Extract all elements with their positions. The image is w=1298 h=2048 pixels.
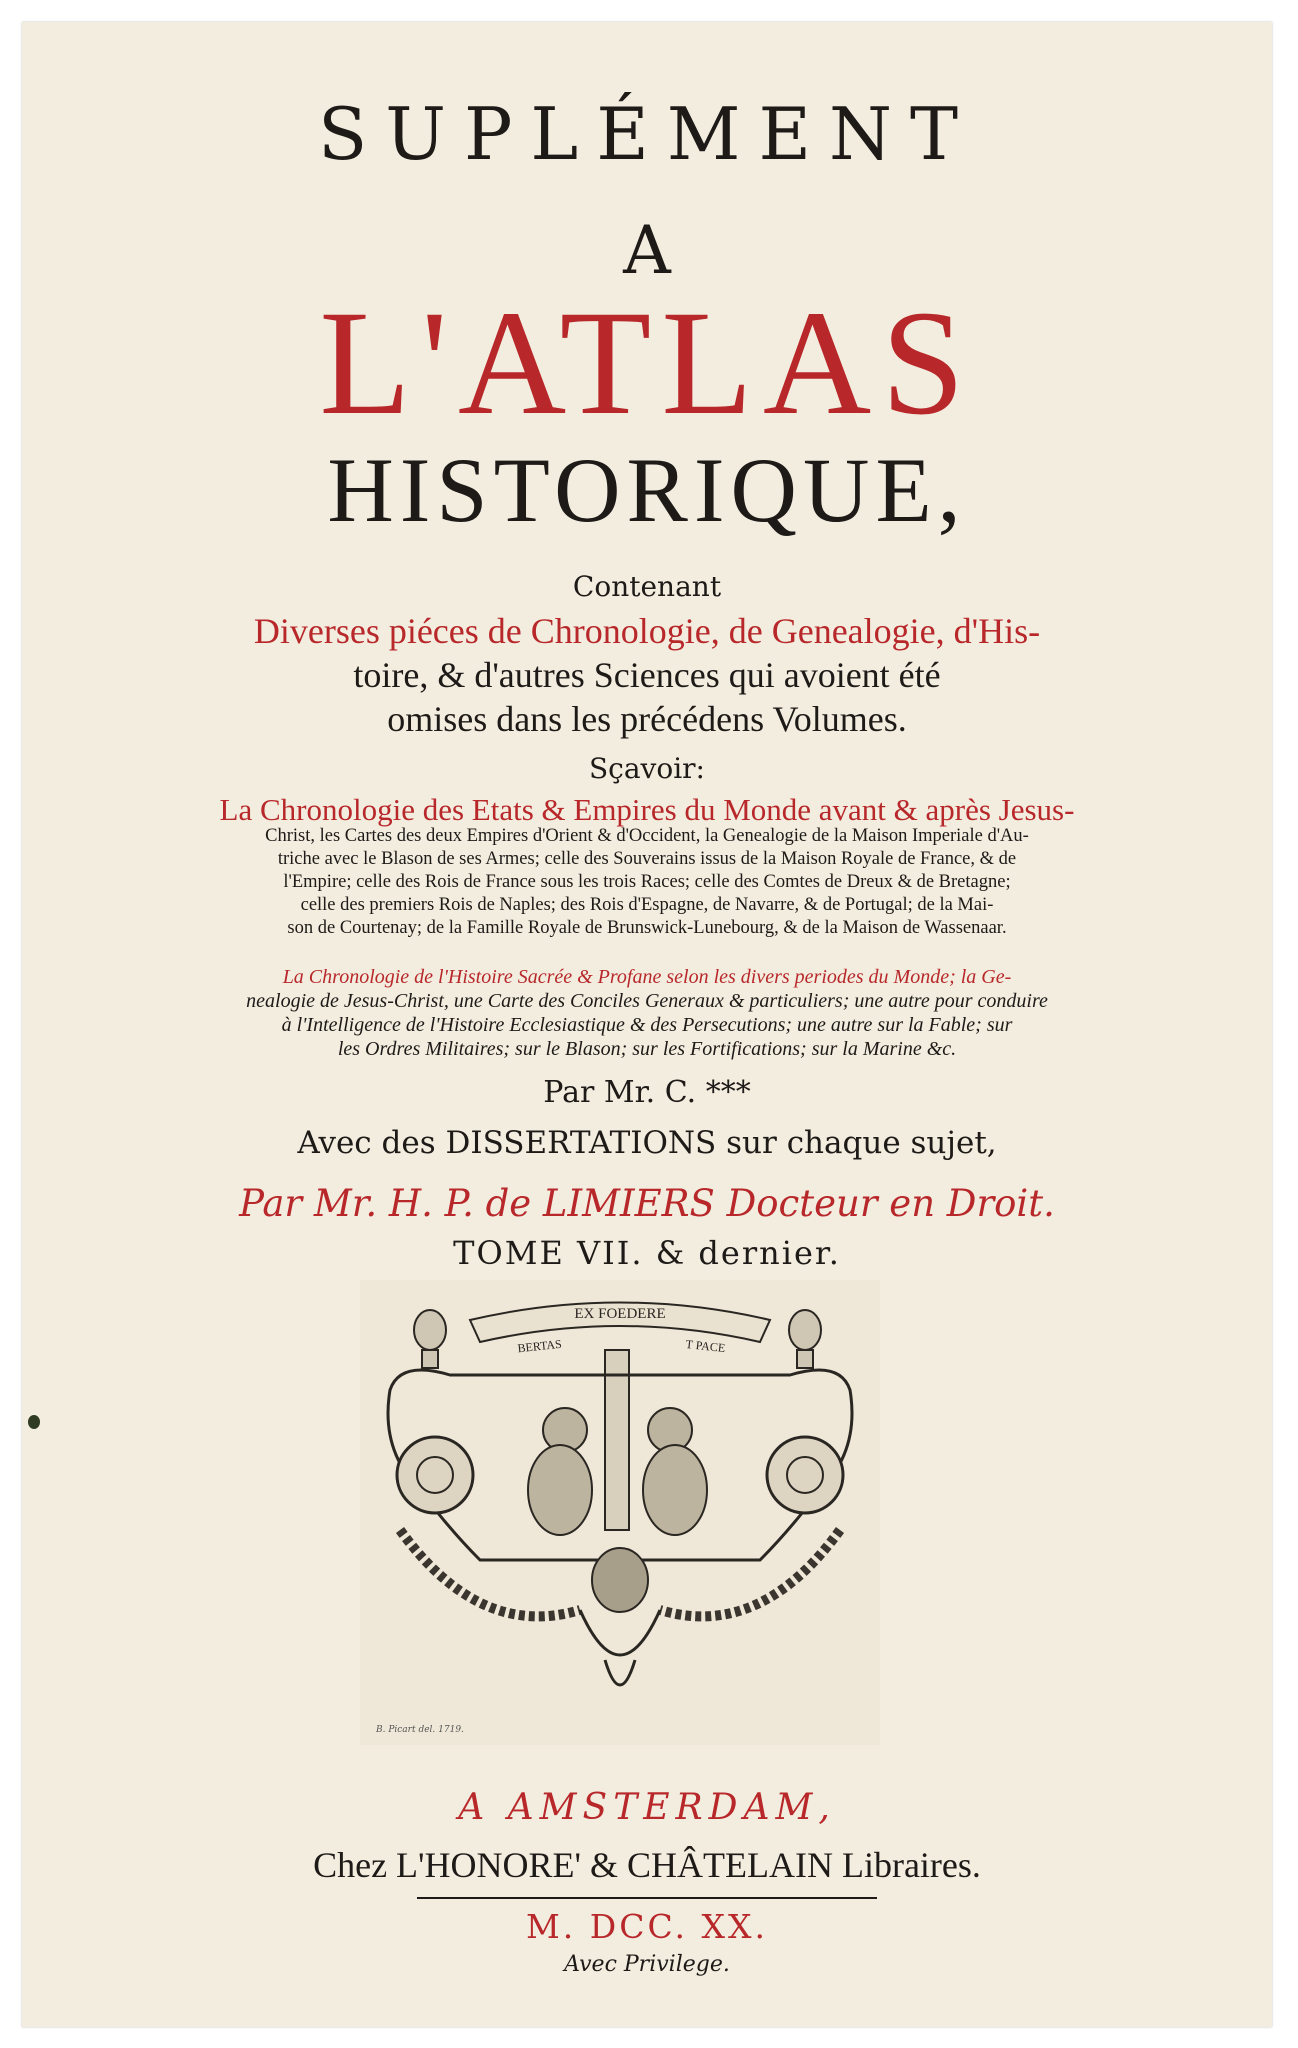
scavoir-label: Sçavoir:: [588, 752, 705, 785]
imprint-privilege: Avec Privilege.: [564, 1952, 730, 1977]
contents-line: celle des premiers Rois de Naples; des Rois d'Espagne, de Navarre, & de Portugal; de la Mai-: [300, 895, 994, 915]
title-a: A: [623, 212, 671, 289]
imprint-city: A AMSTERDAM,: [458, 1787, 836, 1828]
contents-line: triche avec le Blason de ses Armes; celle des Souverains issus de la Maison Royale de France, & de: [277, 849, 1017, 869]
imprint-publisher: Chez L'HONORE' & CHÂTELAIN Libraires.: [313, 1845, 981, 1885]
limiers-line: Par Mr. H. P. de LIMIERS Docteur en Droit.: [239, 1182, 1055, 1225]
garland-left: [400, 1530, 580, 1616]
italic-contents-line: nealogie de Jesus-Christ, une Carte des Conciles Generaux & particuliers; une autre pour conduire: [246, 990, 1048, 1012]
mask: [592, 1548, 648, 1612]
contents-lead: La Chronologie des Etats & Empires du Monde avant & après Jesus-: [219, 792, 1075, 827]
italic-contents-line: à l'Intelligence de l'Histoire Ecclesiastique & des Persecutions; une autre sur la Fable; sur: [281, 1014, 1013, 1036]
contents-line: son de Courtenay; de la Famille Royale de Brunswick-Lunebourg, & de la Maison de Wassenaar.: [287, 918, 1007, 938]
title-suplement: SUPLÉMENT: [317, 92, 977, 176]
column: [605, 1350, 629, 1530]
italic-contents-line: les Ordres Militaires; sur le Blason; sur les Fortifications; sur la Marine &c.: [337, 1038, 957, 1060]
banner-top-text: EX FOEDERE: [574, 1306, 666, 1322]
banner-right-text: T PACE: [684, 1336, 726, 1356]
ink-speck: [28, 1415, 40, 1429]
banner-left-text: BERTAS: [516, 1336, 563, 1356]
vignette-illustration: [360, 1280, 880, 1745]
engraved-vignette: [360, 1280, 880, 1745]
description-line-3: omises dans les précédens Volumes.: [387, 699, 907, 739]
italic-contents-line: La Chronologie de l'Histoire Sacrée & Profane selon les divers periodes du Monde; la Ge-: [282, 966, 1012, 988]
title-latlas: L'ATLAS: [319, 280, 975, 446]
tome-line: TOME VII. & dernier.: [453, 1234, 841, 1272]
scroll-right: [767, 1437, 843, 1513]
contenant-label: Contenant: [572, 570, 722, 603]
urn-left: [414, 1310, 446, 1368]
imprint-date: M. DCC. XX.: [525, 1907, 768, 1946]
title-page: [22, 22, 1272, 2027]
title-historique: HISTORIQUE,: [327, 439, 967, 541]
contents-line: l'Empire; celle des Rois de France sous les trois Races; celle des Comtes de Dreux & de Bretagne;: [283, 872, 1011, 892]
description-line-2: toire, & d'autres Sciences qui avoient été: [353, 655, 941, 695]
scroll-left: [397, 1437, 473, 1513]
imprint-rule: [417, 1897, 877, 1899]
garland-right: [660, 1530, 840, 1616]
contents-line: Christ, les Cartes des deux Empires d'Orient & d'Occident, la Genealogie de la Maison Imperiale d'Au-: [265, 826, 1029, 846]
engraver-credit: B. Picart del. 1719.: [376, 1725, 464, 1735]
urn-right: [789, 1310, 821, 1368]
dissertations-line: Avec des DISSERTATIONS sur chaque sujet,: [297, 1125, 997, 1161]
description-line-1: Diverses piéces de Chronologie, de Genealogie, d'His-: [253, 611, 1041, 651]
author-line: Par Mr. C. ***: [543, 1075, 751, 1110]
